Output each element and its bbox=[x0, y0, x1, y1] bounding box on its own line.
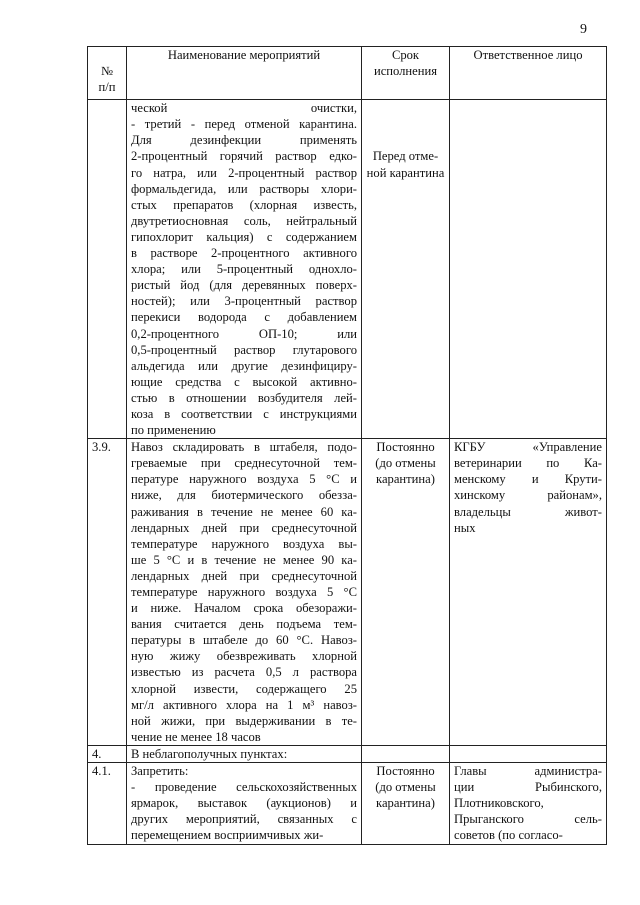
table-header-row bbox=[88, 47, 607, 100]
text-line bbox=[366, 116, 445, 132]
row-num: 4.1. bbox=[88, 763, 127, 844]
text-line: ной карантина bbox=[366, 165, 445, 180]
text-line: лендарных дней при среднесуточной bbox=[131, 520, 357, 535]
text-line: (до отмены bbox=[375, 780, 436, 795]
row-term bbox=[362, 763, 450, 844]
table-row bbox=[88, 100, 607, 439]
text-line: перекиси водорода с добавлением bbox=[131, 310, 357, 325]
text-line: по применению bbox=[131, 423, 216, 438]
header-term-cell bbox=[362, 47, 450, 100]
row-name bbox=[127, 100, 362, 439]
text-line: КГБУ «Управление bbox=[454, 440, 602, 455]
text-line: пературы в штабеле до 60 °С. Навоз- bbox=[131, 633, 357, 648]
header-num-sign: № bbox=[100, 64, 114, 78]
row-responsible bbox=[450, 439, 607, 746]
text-line: Навоз складировать в штабеля, подо- bbox=[131, 440, 357, 455]
text-line: Прыганского сель- bbox=[454, 812, 602, 827]
text-line: менскому и Крути- bbox=[454, 472, 602, 487]
text-line: ветеринарии по Ка- bbox=[454, 456, 602, 471]
text-line: Запретить: bbox=[131, 764, 189, 779]
text-line: других мероприятий, связанных с bbox=[131, 812, 357, 827]
row-term bbox=[362, 100, 450, 439]
text-line: хинскому районам», bbox=[454, 488, 602, 503]
text-line: (до отмены bbox=[375, 456, 436, 471]
header-num-cell bbox=[88, 47, 127, 100]
text-line: - проведение сельскохозяйственных bbox=[131, 780, 357, 795]
row-term bbox=[362, 745, 450, 762]
text-line: ной жижи, при выдерживании в те- bbox=[131, 713, 357, 728]
row-name bbox=[127, 745, 362, 762]
text-line: формальдегида, или растворы хлори- bbox=[131, 181, 357, 196]
text-line: ную жижу обезвреживать хлорной bbox=[131, 649, 357, 664]
header-num-abbr: п/п bbox=[98, 80, 116, 95]
row-num bbox=[88, 100, 127, 439]
text-line: Постоянно bbox=[376, 764, 435, 779]
text-line: В неблагополучных пунктах: bbox=[131, 746, 288, 761]
text-line: ярмарок, выставок (аукционов) и bbox=[131, 796, 357, 811]
header-responsible-cell bbox=[450, 47, 607, 100]
table-row bbox=[88, 745, 607, 762]
text-line: Постоянно bbox=[376, 440, 435, 455]
text-line: ющие средства с высокой активно- bbox=[131, 374, 357, 389]
text-line: хлора; или 5-процентный однохло- bbox=[131, 262, 357, 277]
text-line: советов (по согласо- bbox=[454, 828, 563, 843]
row-name bbox=[127, 439, 362, 746]
row-num: 3.9. bbox=[88, 439, 127, 746]
text-line: ниже, для биотермического обезза- bbox=[131, 488, 357, 503]
text-line: 0,2-процентного ОП-10; или bbox=[131, 326, 357, 341]
text-line: Для дезинфекции применять bbox=[131, 133, 357, 148]
text-line: перемещением восприимчивых жи- bbox=[131, 828, 324, 843]
text-line: - третий - перед отменой карантина. bbox=[131, 117, 357, 132]
text-line: 2-процентный горячий раствор едко- bbox=[131, 149, 357, 164]
text-line: го натра, или 2-процентный раствор bbox=[131, 165, 357, 180]
text-line: карантина) bbox=[376, 796, 435, 811]
text-line: раживания в течение не менее 60 ка- bbox=[131, 504, 357, 519]
text-line: лендарных дней при среднесуточной bbox=[131, 568, 357, 583]
text-line: карантина) bbox=[376, 472, 435, 487]
text-line: ностей); или 3-процентный раствор bbox=[131, 294, 357, 309]
row-name bbox=[127, 763, 362, 844]
text-line: Главы администра- bbox=[454, 764, 602, 779]
text-line: температуре наружного воздуха вы- bbox=[131, 536, 357, 551]
text-line: пературе наружного воздуха 5 °С и bbox=[131, 472, 357, 487]
measures-table bbox=[87, 46, 607, 845]
text-line: владельцы живот- bbox=[454, 504, 602, 519]
text-line: вания считается день подъема тем- bbox=[131, 617, 357, 632]
row-responsible bbox=[450, 745, 607, 762]
text-line: ческой очистки, bbox=[131, 101, 357, 116]
text-line: 0,5-процентный раствор глутарового bbox=[131, 342, 357, 357]
text-line: альдегида или другие дезинфициру- bbox=[131, 358, 357, 373]
row-term bbox=[362, 439, 450, 746]
header-term-line2: исполнения bbox=[373, 64, 438, 79]
row-responsible bbox=[450, 763, 607, 844]
header-name-cell bbox=[127, 47, 362, 100]
text-line: стых препаратов (хлорная известь, bbox=[131, 197, 357, 212]
text-line: коза в соответствии с инструкциями bbox=[131, 406, 357, 421]
text-line: греваемые при среднесуточной тем- bbox=[131, 456, 357, 471]
header-name: Наименование мероприятий bbox=[167, 48, 321, 62]
text-line: мг/л активного хлора на 1 м³ навоз- bbox=[131, 697, 357, 712]
page-number: 9 bbox=[580, 22, 587, 37]
text-line: и ниже. Началом срока обезоражи- bbox=[131, 601, 357, 616]
text-line: ции Рыбинского, bbox=[454, 780, 602, 795]
text-line bbox=[366, 100, 445, 116]
text-line: температуре наружного воздуха 5 °С bbox=[131, 585, 357, 599]
text-line: гипохлорит кальция) с содержанием bbox=[131, 229, 357, 244]
table-row bbox=[88, 763, 607, 844]
text-line: известью из расчета 0,5 л раствора bbox=[131, 665, 357, 680]
row-responsible bbox=[450, 100, 607, 439]
text-line bbox=[366, 132, 445, 148]
header-responsible: Ответственное лицо bbox=[473, 48, 583, 62]
text-line: чение не менее 18 часов bbox=[131, 729, 261, 744]
row-num: 4. bbox=[88, 745, 127, 762]
table-row bbox=[88, 439, 607, 746]
text-line: Плотниковского, bbox=[454, 796, 544, 811]
text-line: Перед отме- bbox=[372, 149, 439, 164]
text-line: стью в отношении возбудителя лей- bbox=[131, 390, 357, 405]
text-line: двутретиосновная соль, нейтральный bbox=[131, 213, 357, 228]
text-line: в растворе 2-процентного активного bbox=[131, 246, 357, 261]
text-line: ше 5 °С и в течение не менее 90 ка- bbox=[131, 552, 357, 567]
text-line: ных bbox=[454, 520, 476, 535]
header-term-line1: Срок bbox=[391, 48, 420, 62]
text-line: ристый йод (для деревянных поверх- bbox=[131, 278, 357, 293]
text-line: хлорной извести, содержащего 25 bbox=[131, 681, 357, 696]
